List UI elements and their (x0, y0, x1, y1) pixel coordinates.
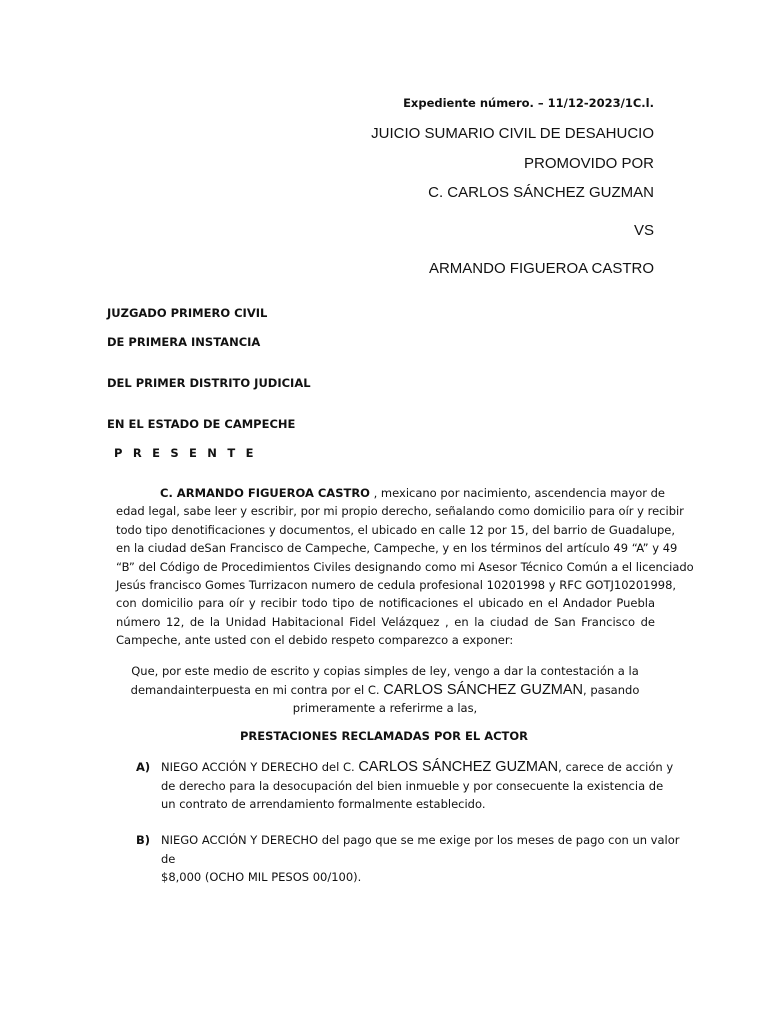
item-a-line-3: un contrato de arrendamiento formalmente establecido. (161, 797, 486, 812)
item-a-line-2: de derecho para la desocupación del bien inmueble y por consecuente la existencia de (161, 778, 664, 793)
item-marker: A) (136, 760, 151, 774)
item-marker: B) (136, 833, 151, 847)
addressee-line-4: EN EL ESTADO DE CAMPECHE (107, 417, 296, 431)
intro-line-2: edad legal, sabe leer y escribir, por mi propio derecho, señalando como domicilio para oír y recibir (116, 504, 684, 519)
plaintiff-name-inline: CARLOS SÁNCHEZ GUZMAN (358, 759, 559, 775)
intro-line-5: “B” del Código de Procedimientos Civiles designando como mi Asesor Técnico Común a el licenciado (116, 559, 694, 574)
intro-line-1 (116, 484, 666, 502)
item-a-line-1-pre: NIEGO ACCIÓN Y DERECHO del C. (161, 760, 359, 774)
addressee-line-3: DEL PRIMER DISTRITO JUDICIAL (107, 376, 311, 390)
intro-line-6: Jesús francisco Gomes Turrizacon numero de cedula profesional 10201998 y RFC GOTJ10201998, (116, 578, 677, 593)
versus-label: VS (633, 222, 654, 239)
plaintiff-name: C. CARLOS SÁNCHEZ GUZMAN (428, 184, 654, 201)
response-line-2-post: , pasando (583, 682, 640, 697)
item-a-line-1-post: , carece de acción y (558, 760, 674, 774)
intro-line-4: en la ciudad deSan Francisco de Campeche, Campeche, y en los términos del artículo 49 “A” y 49 (116, 541, 678, 556)
section-heading: PRESTACIONES RECLAMADAS POR EL ACTOR (239, 729, 529, 743)
intro-paragraph (116, 484, 694, 650)
addressee-line-1: JUZGADO PRIMERO CIVIL (107, 306, 268, 320)
case-number: Expediente número. – 11/12-2023/1C.l. (403, 96, 654, 110)
case-title: JUICIO SUMARIO CIVIL DE DESAHUCIO (371, 125, 654, 142)
item-b-line-1: NIEGO ACCIÓN Y DERECHO del pago que se me exige por los meses de pago con un valor (161, 833, 680, 847)
intro-line-9: Campeche, ante usted con el debido respeto comparezco a exponer: (116, 633, 514, 648)
intro-line-1-text: , mexicano por nacimiento, ascendencia mayor de (369, 486, 666, 500)
plaintiff-name-inline: CARLOS SÁNCHEZ GUZMAN (383, 681, 584, 698)
item-text (161, 758, 674, 814)
response-line-2 (110, 681, 660, 700)
item-b-line-2: de (161, 851, 176, 866)
addressee-line-2: DE PRIMERA INSTANCIA (107, 335, 261, 349)
response-paragraph (110, 662, 660, 718)
promoted-by-label: PROMOVIDO POR (523, 155, 654, 172)
defendant-name: ARMANDO FIGUEROA CASTRO (428, 260, 654, 277)
presente-heading: P R E S E N T E (114, 446, 257, 460)
item-b-line-3: $8,000 (OCHO MIL PESOS 00/100). (161, 870, 362, 885)
response-line-3: primeramente a referirme a las, (292, 701, 478, 716)
response-line-1: Que, por este medio de escrito y copias simples de ley, vengo a dar la contestación a la (131, 664, 639, 678)
response-line-2-pre: demandainterpuesta en mi contra por el C. (130, 682, 384, 697)
intro-line-3: todo tipo denotificaciones y documentos, el ubicado en calle 12 por 15, del barrio de Guadalupe, (116, 522, 676, 537)
intro-line-8: número 12, de la Unidad Habitacional Fidel Velázquez , en la ciudad de San Francisco de (116, 614, 655, 629)
item-a-line-1 (161, 758, 674, 777)
item-text (161, 831, 680, 887)
defendant-name-bold: C. ARMANDO FIGUEROA CASTRO (160, 486, 370, 500)
intro-line-7: con domicilio para oír y recibir todo tipo de notificaciones el ubicado en el Andador Puebla (116, 596, 655, 611)
